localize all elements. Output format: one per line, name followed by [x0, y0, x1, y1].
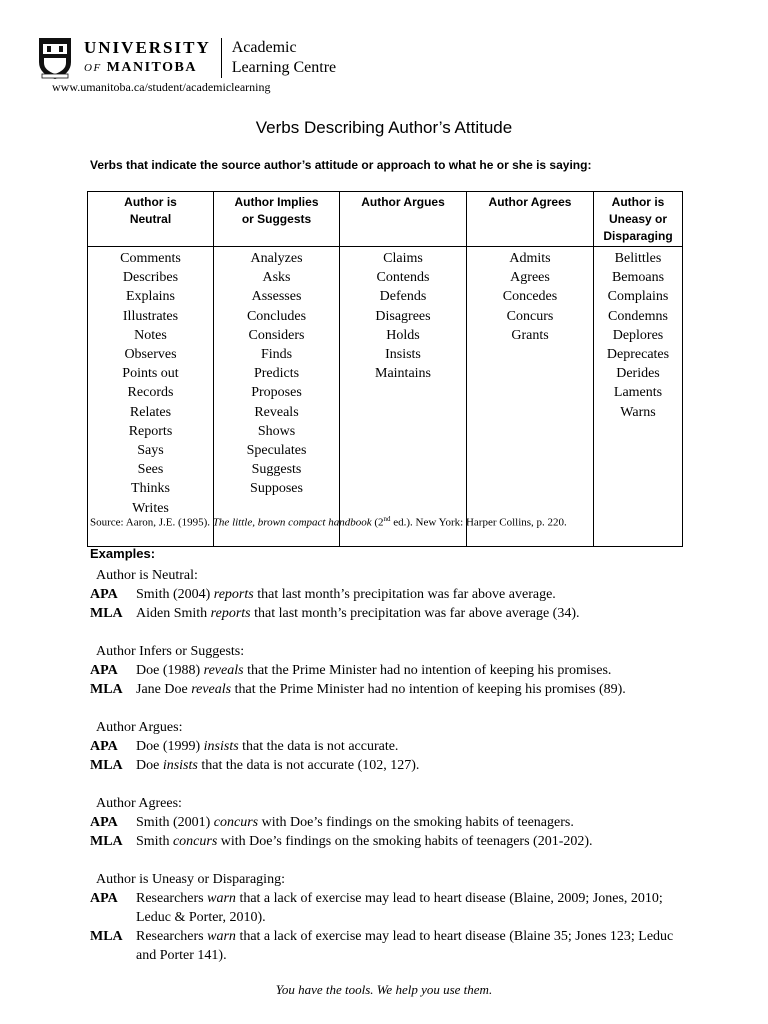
- example-after: that last month’s precipitation was far above average (34).: [250, 606, 580, 621]
- verb-list-implies: [214, 247, 340, 547]
- unit-name: [232, 38, 336, 78]
- verb-item: Sees: [137, 462, 164, 478]
- example-verb: reveals: [191, 682, 232, 697]
- column-header: [340, 192, 467, 247]
- source-suffix: ed.). New York: Harper Collins, p. 220.: [390, 516, 567, 529]
- verb-item: Records: [127, 385, 174, 401]
- example-apa: [90, 585, 690, 604]
- example-after: that a lack of exercise may lead to heart disease (Blaine, 2009; Jones, 2010; Leduc & Porter, 2010).: [136, 891, 663, 925]
- style-tag: APA: [90, 587, 118, 602]
- verbs-table: [87, 191, 683, 547]
- column-header-line: Author is: [124, 195, 177, 209]
- example-apa: [90, 813, 690, 832]
- example-category: Author is Uneasy or Disparaging:: [96, 872, 285, 887]
- style-tag: APA: [90, 891, 118, 906]
- verb-list-argues: [340, 247, 467, 547]
- verb-item: Maintains: [375, 366, 431, 382]
- examples-heading: Examples:: [90, 546, 156, 561]
- website-url[interactable]: www.umanitoba.ca/student/academiclearning: [52, 80, 271, 94]
- style-tag: MLA: [90, 606, 123, 621]
- example-mla: [90, 927, 690, 965]
- example-group: [90, 642, 690, 699]
- example-apa: [90, 737, 690, 756]
- verb-item: Thinks: [131, 481, 170, 497]
- column-header: [214, 192, 340, 247]
- verb-item: Belittles: [614, 251, 662, 266]
- example-after: that the data is not accurate.: [238, 739, 399, 754]
- example-group: [90, 870, 690, 965]
- university-of: OF: [84, 62, 102, 74]
- example-after: that last month’s precipitation was far above average.: [253, 587, 556, 602]
- page-header: [36, 34, 336, 82]
- example-mla: [90, 832, 690, 851]
- example-text: [136, 889, 690, 927]
- header-divider: [221, 38, 222, 78]
- example-verb: warn: [207, 929, 236, 944]
- example-verb: concurs: [213, 815, 259, 830]
- source-citation: [90, 515, 567, 529]
- verb-item: Observes: [124, 347, 177, 363]
- verb-item: Illustrates: [122, 308, 179, 324]
- style-tag: APA: [90, 739, 118, 754]
- verb-item: Condemns: [608, 308, 668, 324]
- example-text: [136, 832, 690, 851]
- example-category: Author Agrees:: [96, 796, 182, 811]
- example-verb: insists: [203, 739, 239, 754]
- example-before: Jane Doe: [136, 682, 192, 697]
- verb-item: Analyzes: [250, 251, 303, 266]
- example-group: [90, 794, 690, 851]
- intro-text: Verbs that indicate the source author’s attitude or approach to what he or she is saying:: [90, 158, 592, 172]
- verb-item: Admits: [509, 251, 551, 266]
- verb-item: Insists: [385, 347, 421, 363]
- column-header-line: Author Agrees: [488, 195, 572, 209]
- example-after: that the data is not accurate (102, 127).: [197, 758, 420, 773]
- verb-item: Assesses: [251, 289, 302, 305]
- example-after: with Doe’s findings on the smoking habits of teenagers (201-202).: [217, 834, 593, 849]
- verb-item: Concurs: [506, 308, 554, 324]
- verb-item: Considers: [248, 327, 305, 343]
- verb-item: Concludes: [246, 308, 307, 324]
- verb-item: Writes: [132, 500, 169, 516]
- verb-item: Asks: [262, 270, 291, 286]
- column-header-line: Author Implies: [234, 195, 319, 209]
- column-header: [88, 192, 214, 247]
- example-after: that a lack of exercise may lead to heart disease (Blaine 35; Jones 123; Leduc and Porter 141).: [136, 929, 674, 963]
- verb-item: Comments: [120, 251, 181, 266]
- verb-item: Agrees: [510, 270, 550, 286]
- verb-item: Reveals: [254, 404, 299, 420]
- example-text: [136, 604, 690, 623]
- example-text: [136, 737, 690, 756]
- university-manitoba: MANITOBA: [106, 60, 197, 75]
- example-text: [136, 585, 690, 604]
- unit-name-line1: Academic: [231, 39, 297, 56]
- verb-item: Explains: [126, 289, 175, 305]
- verb-list-disparaging: [594, 247, 683, 547]
- column-header-line: Disparaging: [603, 229, 673, 243]
- verb-list-neutral: [88, 247, 214, 547]
- verb-item: Claims: [383, 251, 423, 266]
- style-tag: MLA: [90, 758, 123, 773]
- example-text: [136, 661, 690, 680]
- verb-item: Contends: [376, 270, 430, 286]
- example-verb: reveals: [203, 663, 244, 678]
- example-verb: insists: [162, 758, 198, 773]
- verb-item: Speculates: [246, 443, 307, 459]
- example-before: Smith: [136, 834, 173, 849]
- verb-item: Reports: [128, 423, 173, 439]
- verb-item: Describes: [122, 270, 179, 286]
- style-tag: MLA: [90, 929, 123, 944]
- verb-item: Defends: [379, 289, 427, 305]
- column-header-line: Author Argues: [361, 195, 445, 209]
- example-category: Author is Neutral:: [96, 568, 198, 583]
- example-before: Doe (1988): [136, 663, 204, 678]
- example-before: Smith (2004): [136, 587, 214, 602]
- verb-item: Predicts: [253, 366, 300, 382]
- verb-item: Laments: [613, 385, 663, 401]
- example-text: [136, 756, 690, 775]
- example-category: Author Argues:: [96, 720, 183, 735]
- example-mla: [90, 604, 690, 623]
- column-header: [467, 192, 594, 247]
- page-title: Verbs Describing Author’s Attitude: [255, 118, 513, 137]
- column-header-line: Author is: [611, 195, 665, 209]
- example-text: [136, 813, 690, 832]
- example-after: that the Prime Minister had no intention of keeping his promises.: [243, 663, 612, 678]
- verb-item: Concedes: [502, 289, 558, 305]
- style-tag: APA: [90, 815, 118, 830]
- university-name-line2: [84, 58, 211, 78]
- footer-tagline: You have the tools. We help you use them.: [275, 982, 493, 997]
- verb-item: Warns: [620, 404, 656, 420]
- example-before: Smith (2001): [136, 815, 214, 830]
- example-group: [90, 718, 690, 775]
- example-mla: [90, 680, 690, 699]
- example-after: that the Prime Minister had no intention of keeping his promises (89).: [231, 682, 626, 697]
- example-after: with Doe’s findings on the smoking habits of teenagers.: [258, 815, 574, 830]
- style-tag: APA: [90, 663, 118, 678]
- verb-item: Complains: [607, 289, 669, 305]
- examples-section: [90, 546, 690, 984]
- table-row: [88, 247, 683, 547]
- example-verb: concurs: [172, 834, 218, 849]
- example-before: Doe: [136, 758, 163, 773]
- unit-name-line2: Learning Centre: [231, 59, 337, 76]
- example-group: [90, 566, 690, 623]
- column-header: [594, 192, 683, 247]
- example-apa: [90, 889, 690, 927]
- example-apa: [90, 661, 690, 680]
- example-mla: [90, 756, 690, 775]
- verb-item: Deprecates: [606, 347, 670, 363]
- source-edition-sup: nd: [383, 515, 391, 523]
- verb-item: Suggests: [251, 462, 302, 478]
- verb-item: Finds: [260, 347, 293, 363]
- source-edition: (2: [371, 516, 384, 529]
- example-category: Author Infers or Suggests:: [96, 644, 245, 659]
- source-book-title: The little, brown compact handbook: [212, 516, 372, 529]
- verb-item: Relates: [129, 404, 172, 420]
- column-header-line: Neutral: [129, 212, 172, 226]
- verb-list-agrees: [467, 247, 594, 547]
- verb-item: Says: [137, 443, 164, 459]
- example-before: Researchers: [136, 929, 208, 944]
- verb-item: Supposes: [250, 481, 303, 497]
- university-name: [84, 38, 211, 78]
- example-before: Aiden Smith: [136, 606, 211, 621]
- example-before: Researchers: [136, 891, 208, 906]
- verb-item: Deplores: [612, 327, 664, 343]
- column-header-line: or Suggests: [241, 212, 312, 226]
- verb-item: Grants: [511, 327, 549, 343]
- verb-item: Points out: [122, 366, 179, 382]
- example-verb: warn: [207, 891, 236, 906]
- verb-item: Disagrees: [375, 308, 431, 324]
- table-header-row: [88, 192, 683, 247]
- example-verb: reports: [210, 606, 251, 621]
- style-tag: MLA: [90, 682, 123, 697]
- verb-item: Proposes: [251, 385, 302, 401]
- style-tag: MLA: [90, 834, 123, 849]
- verb-item: Bemoans: [611, 270, 665, 286]
- example-before: Doe (1999): [136, 739, 204, 754]
- verb-item: Derides: [616, 366, 660, 382]
- university-crest-icon: [36, 36, 74, 80]
- university-name-line1: UNIVERSITY: [84, 38, 211, 57]
- verb-item: Shows: [257, 423, 296, 439]
- source-prefix: Source: Aaron, J.E. (1995).: [90, 516, 213, 529]
- example-text: [136, 680, 690, 699]
- example-text: [136, 927, 690, 965]
- verb-item: Notes: [134, 327, 167, 343]
- example-verb: reports: [213, 587, 254, 602]
- column-header-line: Uneasy or: [608, 212, 668, 226]
- verb-item: Holds: [386, 327, 420, 343]
